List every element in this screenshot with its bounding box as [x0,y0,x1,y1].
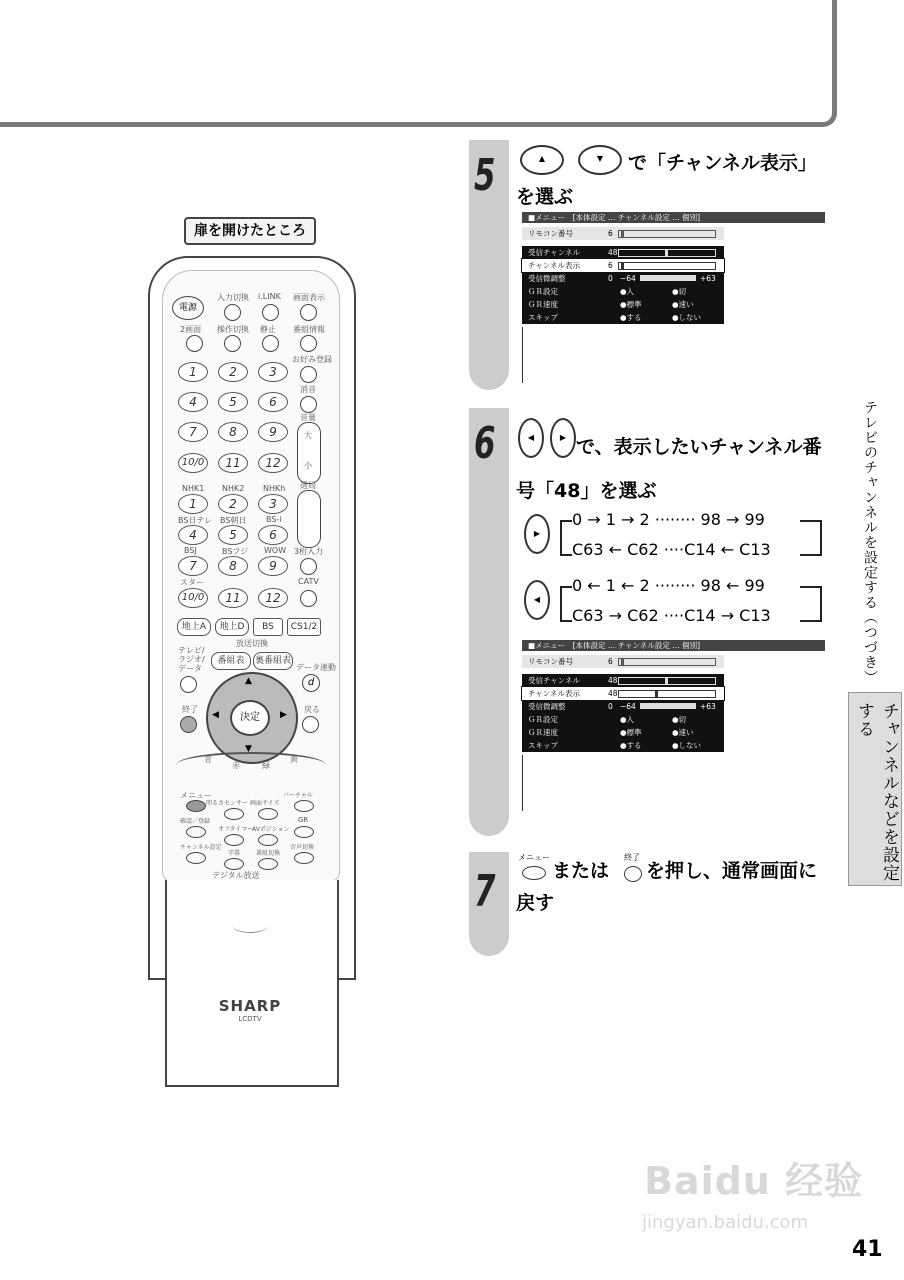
num-key-2[interactable]: 2 [218,362,248,382]
menu-row: スキップ ●する ●しない [522,311,724,324]
input-switch-button[interactable] [224,304,241,321]
enter-button[interactable]: 決定 [230,700,270,736]
menu-row: ＧＲ設定 ●入 ●切 [522,713,724,726]
menu-row: リモコン番号 6 [522,227,724,240]
bs-label-asahi: BS朝日 [220,516,247,525]
side-section-title: テレビのチャンネルを設定する（つづき） [862,400,878,685]
mute-button[interactable] [300,396,317,413]
bs-key-1[interactable]: 1 [178,494,208,514]
bs-key-9[interactable]: 9 [258,556,288,576]
bs-label-fuji: BSフジ [222,547,249,556]
menu-screen-a [522,212,825,324]
end-label: 終了 [182,705,198,714]
program-switch-label: 番組切換 [256,850,281,857]
step7-text-line2: 戻す [516,892,555,914]
three-digit-button[interactable] [300,558,317,575]
right-button-icon: ▶ [524,514,550,554]
num-key-4[interactable]: 4 [178,392,208,412]
channel-rocker[interactable] [297,490,321,548]
display-label: 画面表示 [293,293,325,302]
menu-row: 受信チャンネル 48 [522,246,724,259]
menu-header: ■メニュー [本体設定 … チャンネル設定 … 個別] [522,640,825,651]
favorite-button[interactable] [300,366,317,383]
three-digit-label: 3桁入力 [294,547,324,556]
screen-size-label: 画面サイズ [250,800,280,807]
guide-button[interactable]: 番組表 [211,652,251,670]
bs-key-12[interactable]: 12 [258,588,288,608]
ch-setting-label: チャンネル設定 [180,844,222,851]
step6-number: 6 [474,418,496,469]
sequence-right-top: 0 → 1 → 2 ········ 98 → 99 [572,510,765,529]
menu-screen-b [522,640,825,752]
band-bs[interactable]: BS [253,618,283,636]
num-key-12[interactable]: 12 [258,453,288,473]
menu-row: ＧＲ設定 ●入 ●切 [522,285,724,298]
sequence-bracket [800,520,822,556]
sequence-right-bottom: C63 ← C62 ····C14 ← C13 [572,540,771,559]
step5-text-line1: で「チャンネル表示」 [628,152,817,174]
brightness-label: 明るさセンサー [206,800,249,807]
power-button[interactable]: 電源 [172,296,204,320]
brightness-button[interactable] [224,808,244,820]
volume-down-label: 小 [304,461,312,470]
virtual-label: バーチャル [283,792,313,799]
input-switch-label: 入力切換 [217,293,249,302]
sequence-bracket [560,586,572,622]
off-timer-label: オフタイマー [218,826,254,833]
ilink-button[interactable] [262,304,279,321]
bs-key-5[interactable]: 5 [218,525,248,545]
left-button-icon: ◀ [524,580,550,620]
brand-sub: LCDTV [238,1015,262,1023]
sequence-bracket [560,520,572,556]
step7-or-text: または [552,860,610,882]
bs-key-4[interactable]: 4 [178,525,208,545]
menu-row-selected: チャンネル表示 6 [522,259,724,272]
bs-label-bsj: BSJ [184,546,197,555]
bs-key-10[interactable]: 10/0 [178,588,208,608]
op-switch-button[interactable] [224,335,241,352]
color-green-label: 緑 [262,761,270,770]
sequence-left-bottom: C63 → C62 ····C14 → C13 [572,606,771,625]
menu-row: リモコン番号 6 [522,655,724,668]
menu-row: ＧＲ速度 ●標準 ●速い [522,298,724,311]
confirm-button[interactable] [186,826,206,838]
bs-label-bsi: BS-i [266,515,282,524]
num-key-1[interactable]: 1 [178,362,208,382]
channel-select-label: 選局 [300,481,316,490]
mute-label: 消音 [300,385,316,394]
left-arrow-icon: ◀ [212,710,219,720]
step6-text-line1: で、表示したいチャンネル番 [576,436,822,458]
color-keys[interactable] [176,752,326,778]
bs-label-star: スター [180,578,204,587]
gr-button[interactable] [294,826,314,838]
remote-lower-body [165,880,339,1087]
menu-header: ■メニュー [本体設定 … チャンネル設定 … 個別] [522,212,825,223]
bs-label-nhk1: NHK1 [182,484,205,493]
tv-radio-button[interactable] [180,676,197,693]
audio-switch-button[interactable] [294,852,314,864]
bs-key-7[interactable]: 7 [178,556,208,576]
num-key-5[interactable]: 5 [218,392,248,412]
sequence-left-top: 0 ← 1 ← 2 ········ 98 ← 99 [572,576,765,595]
av-position-label: AVポジション [252,826,290,833]
header-frame [0,0,837,127]
right-button-icon: ▶ [550,418,576,458]
menu-label: メニュー [180,791,212,800]
menu-frame-line [522,327,523,383]
menu-button-icon [522,866,546,880]
program-info-label: 番組情報 [293,325,325,334]
num-key-9[interactable]: 9 [258,422,288,442]
band-cs[interactable]: CS1/2 [287,618,321,636]
end-button[interactable] [180,716,197,733]
num-key-8[interactable]: 8 [218,422,248,442]
end-small-label: 終了 [624,853,640,862]
step7-text-line1: を押し、通常画面に [646,860,818,882]
step5-number: 5 [474,150,496,201]
ilink-label: i.LINK [258,292,281,301]
chevron-down-icon [232,918,268,933]
up-arrow-icon: ▲ [245,676,252,686]
bs-label-nhkh: NHKh [263,484,286,493]
bs-key-8[interactable]: 8 [218,556,248,576]
program-switch-button[interactable] [258,858,278,870]
num-key-10[interactable]: 10/0 [178,453,208,473]
bs-label-wow: WOW [264,546,287,555]
num-key-6[interactable]: 6 [258,392,288,412]
audio-switch-label: 音声切換 [290,844,315,851]
side-tab-label: チャンネルなどを設定する [854,702,899,882]
down-arrow-icon: ▼ [245,744,252,754]
color-blue-label: 青 [204,755,212,764]
data-link-label: データ連動 [296,663,336,672]
color-red-label: 赤 [232,761,240,770]
down-button-icon: ▼ [578,145,622,175]
virtual-button[interactable] [294,800,314,812]
menu-row: 受信微調整 0 −64 +63 [522,700,724,713]
menu-row: スキップ ●する ●しない [522,739,724,752]
tv-radio-label: テレビ/ラジオ/データ [178,646,205,673]
d-button[interactable]: d [302,674,320,692]
step7-number: 7 [474,866,496,917]
still-button[interactable] [262,335,279,352]
catv-label: CATV [298,577,319,586]
two-screen-button[interactable] [186,335,203,352]
band-terrestrial-digital[interactable]: 地上D [215,618,249,636]
bs-label-nhk2: NHK2 [222,484,245,493]
door-open-label: 扉を開けたところ [184,217,316,245]
op-switch-label: 操作切換 [217,325,249,334]
brand-logo: SHARP [218,997,282,1015]
back-button[interactable] [302,716,319,733]
menu-row-selected: チャンネル表示 48 [522,687,724,700]
color-yellow-label: 黄 [290,755,298,764]
up-button-icon: ▲ [520,145,564,175]
favorite-label: お好み登録 [292,355,332,364]
av-position-button[interactable] [258,834,278,846]
step6-bar [469,408,509,836]
subtitle-button[interactable] [224,858,244,870]
num-key-3[interactable]: 3 [258,362,288,382]
two-screen-label: 2画面 [180,325,202,334]
volume-label: 音量 [300,413,316,422]
off-timer-button[interactable] [224,834,244,846]
left-button-icon: ◀ [518,418,544,458]
menu-button[interactable] [186,800,206,812]
bs-key-2[interactable]: 2 [218,494,248,514]
catv-button[interactable] [300,590,317,607]
still-label: 静止 [260,325,276,334]
ch-setting-button[interactable] [186,852,206,864]
watermark-url: jingyan.baidu.com [642,1212,809,1233]
page-number: 41 [852,1237,883,1262]
sequence-bracket [800,586,822,622]
step5-text-line2: を選ぶ [516,186,574,208]
menu-row: ＧＲ速度 ●標準 ●速い [522,726,724,739]
bs-label-ntv: BS日テレ [178,516,213,525]
guide2-button[interactable]: 裏番組表 [253,652,293,670]
band-terrestrial-analog[interactable]: 地上A [177,618,211,636]
num-key-11[interactable]: 11 [218,453,248,473]
watermark-logo: Baidu 经验 [644,1159,864,1203]
program-info-button[interactable] [300,335,317,352]
broadcast-switch-label: 放送切換 [236,639,268,648]
menu-small-label: メニュー [518,853,550,862]
menu-row: 受信微調整 0 −64 +63 [522,272,724,285]
subtitle-label: 字幕 [228,850,241,857]
end-button-icon [624,866,642,882]
num-key-7[interactable]: 7 [178,422,208,442]
right-arrow-icon: ▶ [280,710,287,720]
display-button[interactable] [300,304,317,321]
back-label: 戻る [304,705,320,714]
screen-size-button[interactable] [258,808,278,820]
step6-text-line2: 号「48」を選ぶ [516,480,657,502]
menu-row: 受信チャンネル 48 [522,674,724,687]
gr-label: GR [298,816,309,824]
bs-key-6[interactable]: 6 [258,525,288,545]
volume-up-label: 大 [304,431,312,440]
bs-key-3[interactable]: 3 [258,494,288,514]
bs-key-11[interactable]: 11 [218,588,248,608]
menu-frame-line [522,755,523,811]
confirm-label: 確認／登録 [180,818,211,825]
digital-label: デジタル放送 [212,871,260,880]
